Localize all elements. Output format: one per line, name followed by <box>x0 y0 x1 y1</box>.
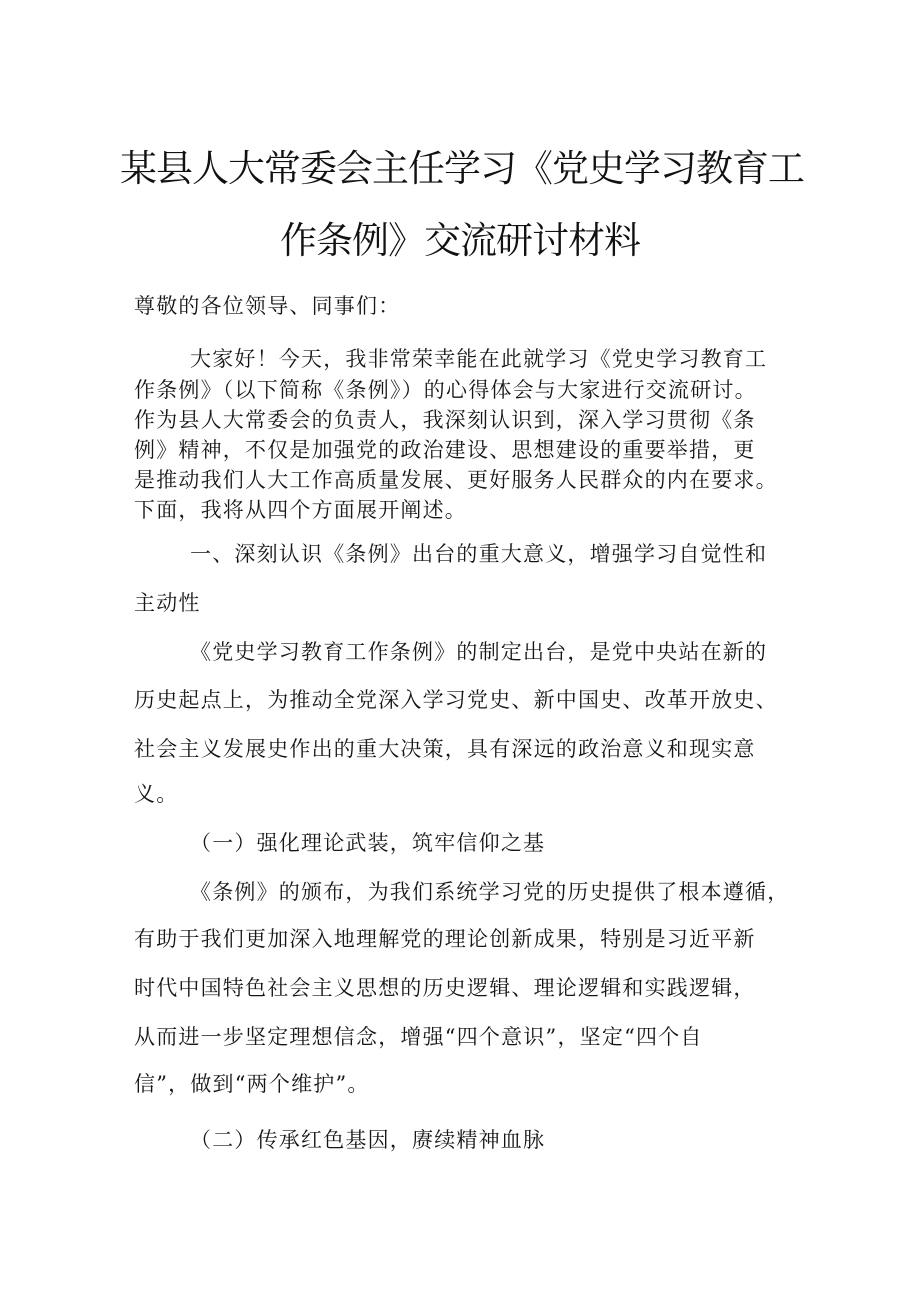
paragraph-line: 《党史学习教育工作条例》的制定出台，是党中央站在新的 <box>190 640 768 664</box>
section-heading-line: 一、深刻认识《条例》出台的重大意义，增强学习自觉性和 <box>190 542 768 566</box>
paragraph-line: 下面，我将从四个方面展开阐述。 <box>134 498 467 522</box>
paragraph-line: 有助于我们更加深入地理解党的理论创新成果，特别是习近平新 <box>134 927 756 951</box>
document-title-line-2: 作条例》交流研讨材料 <box>280 219 640 262</box>
paragraph-line: 信”，做到“两个维护”。 <box>134 1072 370 1096</box>
paragraph-line: 时代中国特色社会主义思想的历史逻辑、理论逻辑和实践逻辑， <box>134 976 756 1000</box>
subsection-heading: （二）传承红色基因，赓续精神血脉 <box>190 1128 546 1152</box>
paragraph-line: 作为县人大常委会的负责人，我深刻认识到，深入学习贯彻《条 <box>134 408 756 432</box>
salutation: 尊敬的各位领导、同事们： <box>134 294 401 318</box>
paragraph-line: 《条例》的颁布，为我们系统学习党的历史提供了根本遵循， <box>190 880 790 904</box>
paragraph-line: 大家好！今天，我非常荣幸能在此就学习《党史学习教育工 <box>190 347 768 371</box>
section-heading-line: 主动性 <box>134 591 201 615</box>
paragraph-line: 历史起点上，为推动全党深入学习党史、新中国史、改革开放史、 <box>134 688 778 712</box>
paragraph-line: 从而进一步坚定理想信念，增强“四个意识”，坚定“四个自 <box>134 1025 703 1049</box>
paragraph-line: 例》精神，不仅是加强党的政治建设、思想建设的重要举措，更 <box>134 438 756 462</box>
paragraph-line: 义。 <box>134 782 179 806</box>
paragraph-line: 是推动我们人大工作高质量发展、更好服务人民群众的内在要求。 <box>134 468 778 492</box>
paragraph-line: 作条例》（以下简称《条例》）的心得体会与大家进行交流研讨。 <box>134 378 757 402</box>
document-title-line-1: 某县人大常委会主任学习《党史学习教育工 <box>120 147 804 190</box>
subsection-heading: （一）强化理论武装，筑牢信仰之基 <box>190 831 546 855</box>
paragraph-line: 社会主义发展史作出的重大决策，具有深远的政治意义和现实意 <box>134 737 756 761</box>
